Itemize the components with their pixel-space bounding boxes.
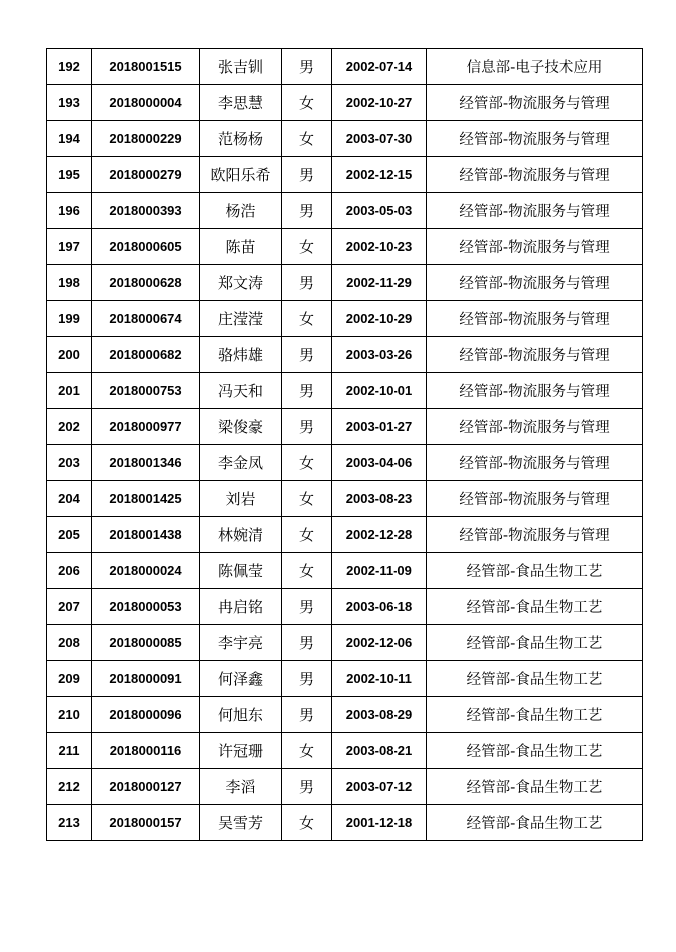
department-major-cell: 经管部-食品生物工艺 bbox=[427, 553, 643, 589]
student-name-cell: 何泽鑫 bbox=[200, 661, 282, 697]
student-id-cell: 2018001515 bbox=[92, 49, 200, 85]
gender-cell: 男 bbox=[282, 769, 332, 805]
student-id-cell: 2018000605 bbox=[92, 229, 200, 265]
department-major-cell: 经管部-物流服务与管理 bbox=[427, 409, 643, 445]
birth-date-cell: 2003-08-29 bbox=[332, 697, 427, 733]
student-name-cell: 梁俊豪 bbox=[200, 409, 282, 445]
birth-date-cell: 2002-07-14 bbox=[332, 49, 427, 85]
birth-date-cell: 2003-01-27 bbox=[332, 409, 427, 445]
student-id-cell: 2018000116 bbox=[92, 733, 200, 769]
row-number-cell: 199 bbox=[47, 301, 92, 337]
row-number-cell: 206 bbox=[47, 553, 92, 589]
birth-date-cell: 2002-10-01 bbox=[332, 373, 427, 409]
table-row bbox=[47, 553, 643, 589]
student-name-cell: 杨浩 bbox=[200, 193, 282, 229]
student-id-cell: 2018001438 bbox=[92, 517, 200, 553]
birth-date-cell: 2002-12-28 bbox=[332, 517, 427, 553]
student-name-cell: 李思慧 bbox=[200, 85, 282, 121]
student-id-cell: 2018000279 bbox=[92, 157, 200, 193]
student-id-cell: 2018000085 bbox=[92, 625, 200, 661]
student-name-cell: 陈佩莹 bbox=[200, 553, 282, 589]
student-id-cell: 2018000157 bbox=[92, 805, 200, 841]
gender-cell: 男 bbox=[282, 265, 332, 301]
gender-cell: 女 bbox=[282, 229, 332, 265]
birth-date-cell: 2003-04-06 bbox=[332, 445, 427, 481]
birth-date-cell: 2003-08-23 bbox=[332, 481, 427, 517]
department-major-cell: 经管部-物流服务与管理 bbox=[427, 121, 643, 157]
department-major-cell: 经管部-物流服务与管理 bbox=[427, 157, 643, 193]
table-row bbox=[47, 85, 643, 121]
student-id-cell: 2018000024 bbox=[92, 553, 200, 589]
gender-cell: 男 bbox=[282, 49, 332, 85]
row-number-cell: 196 bbox=[47, 193, 92, 229]
department-major-cell: 经管部-食品生物工艺 bbox=[427, 589, 643, 625]
table-row bbox=[47, 337, 643, 373]
row-number-cell: 204 bbox=[47, 481, 92, 517]
gender-cell: 女 bbox=[282, 805, 332, 841]
row-number-cell: 208 bbox=[47, 625, 92, 661]
gender-cell: 男 bbox=[282, 337, 332, 373]
row-number-cell: 209 bbox=[47, 661, 92, 697]
student-name-cell: 李滔 bbox=[200, 769, 282, 805]
table-row bbox=[47, 481, 643, 517]
row-number-cell: 200 bbox=[47, 337, 92, 373]
student-name-cell: 欧阳乐希 bbox=[200, 157, 282, 193]
birth-date-cell: 2003-07-12 bbox=[332, 769, 427, 805]
department-major-cell: 经管部-物流服务与管理 bbox=[427, 265, 643, 301]
birth-date-cell: 2002-12-06 bbox=[332, 625, 427, 661]
table-row bbox=[47, 193, 643, 229]
row-number-cell: 205 bbox=[47, 517, 92, 553]
student-name-cell: 吴雪芳 bbox=[200, 805, 282, 841]
birth-date-cell: 2003-05-03 bbox=[332, 193, 427, 229]
row-number-cell: 212 bbox=[47, 769, 92, 805]
table-row bbox=[47, 805, 643, 841]
birth-date-cell: 2002-10-29 bbox=[332, 301, 427, 337]
student-name-cell: 冯天和 bbox=[200, 373, 282, 409]
student-name-cell: 庄滢滢 bbox=[200, 301, 282, 337]
student-id-cell: 2018000096 bbox=[92, 697, 200, 733]
gender-cell: 女 bbox=[282, 445, 332, 481]
gender-cell: 女 bbox=[282, 85, 332, 121]
table-row bbox=[47, 625, 643, 661]
table-row bbox=[47, 301, 643, 337]
row-number-cell: 213 bbox=[47, 805, 92, 841]
row-number-cell: 197 bbox=[47, 229, 92, 265]
row-number-cell: 192 bbox=[47, 49, 92, 85]
gender-cell: 女 bbox=[282, 517, 332, 553]
birth-date-cell: 2002-11-09 bbox=[332, 553, 427, 589]
table-row bbox=[47, 373, 643, 409]
row-number-cell: 198 bbox=[47, 265, 92, 301]
table-row bbox=[47, 409, 643, 445]
row-number-cell: 207 bbox=[47, 589, 92, 625]
department-major-cell: 经管部-物流服务与管理 bbox=[427, 85, 643, 121]
student-name-cell: 何旭东 bbox=[200, 697, 282, 733]
student-id-cell: 2018001346 bbox=[92, 445, 200, 481]
gender-cell: 男 bbox=[282, 193, 332, 229]
table-row bbox=[47, 697, 643, 733]
row-number-cell: 201 bbox=[47, 373, 92, 409]
birth-date-cell: 2003-06-18 bbox=[332, 589, 427, 625]
table-row bbox=[47, 265, 643, 301]
table-row bbox=[47, 49, 643, 85]
student-roster-table bbox=[46, 48, 643, 841]
gender-cell: 女 bbox=[282, 121, 332, 157]
department-major-cell: 经管部-物流服务与管理 bbox=[427, 445, 643, 481]
department-major-cell: 经管部-物流服务与管理 bbox=[427, 517, 643, 553]
birth-date-cell: 2002-11-29 bbox=[332, 265, 427, 301]
department-major-cell: 经管部-物流服务与管理 bbox=[427, 481, 643, 517]
student-id-cell: 2018000091 bbox=[92, 661, 200, 697]
gender-cell: 男 bbox=[282, 625, 332, 661]
gender-cell: 男 bbox=[282, 157, 332, 193]
student-name-cell: 骆炜雄 bbox=[200, 337, 282, 373]
student-name-cell: 张吉钏 bbox=[200, 49, 282, 85]
birth-date-cell: 2003-03-26 bbox=[332, 337, 427, 373]
student-id-cell: 2018000004 bbox=[92, 85, 200, 121]
gender-cell: 男 bbox=[282, 661, 332, 697]
table-row bbox=[47, 445, 643, 481]
student-id-cell: 2018000977 bbox=[92, 409, 200, 445]
student-name-cell: 刘岩 bbox=[200, 481, 282, 517]
table-row bbox=[47, 733, 643, 769]
student-name-cell: 郑文涛 bbox=[200, 265, 282, 301]
birth-date-cell: 2003-08-21 bbox=[332, 733, 427, 769]
student-id-cell: 2018000628 bbox=[92, 265, 200, 301]
department-major-cell: 信息部-电子技术应用 bbox=[427, 49, 643, 85]
gender-cell: 男 bbox=[282, 373, 332, 409]
birth-date-cell: 2002-10-11 bbox=[332, 661, 427, 697]
student-name-cell: 李金凤 bbox=[200, 445, 282, 481]
student-name-cell: 林婉清 bbox=[200, 517, 282, 553]
student-name-cell: 范杨杨 bbox=[200, 121, 282, 157]
birth-date-cell: 2002-10-23 bbox=[332, 229, 427, 265]
birth-date-cell: 2001-12-18 bbox=[332, 805, 427, 841]
department-major-cell: 经管部-物流服务与管理 bbox=[427, 229, 643, 265]
student-id-cell: 2018000229 bbox=[92, 121, 200, 157]
table-row bbox=[47, 121, 643, 157]
student-id-cell: 2018000682 bbox=[92, 337, 200, 373]
row-number-cell: 203 bbox=[47, 445, 92, 481]
student-name-cell: 陈苗 bbox=[200, 229, 282, 265]
table-row bbox=[47, 769, 643, 805]
row-number-cell: 194 bbox=[47, 121, 92, 157]
table-row bbox=[47, 589, 643, 625]
row-number-cell: 211 bbox=[47, 733, 92, 769]
gender-cell: 女 bbox=[282, 733, 332, 769]
row-number-cell: 210 bbox=[47, 697, 92, 733]
department-major-cell: 经管部-食品生物工艺 bbox=[427, 625, 643, 661]
student-id-cell: 2018000753 bbox=[92, 373, 200, 409]
student-name-cell: 李宇亮 bbox=[200, 625, 282, 661]
table-row bbox=[47, 157, 643, 193]
department-major-cell: 经管部-物流服务与管理 bbox=[427, 193, 643, 229]
department-major-cell: 经管部-食品生物工艺 bbox=[427, 697, 643, 733]
student-name-cell: 冉启铭 bbox=[200, 589, 282, 625]
student-id-cell: 2018000053 bbox=[92, 589, 200, 625]
department-major-cell: 经管部-物流服务与管理 bbox=[427, 337, 643, 373]
birth-date-cell: 2003-07-30 bbox=[332, 121, 427, 157]
gender-cell: 女 bbox=[282, 301, 332, 337]
student-id-cell: 2018000393 bbox=[92, 193, 200, 229]
row-number-cell: 193 bbox=[47, 85, 92, 121]
student-id-cell: 2018000127 bbox=[92, 769, 200, 805]
department-major-cell: 经管部-物流服务与管理 bbox=[427, 301, 643, 337]
gender-cell: 男 bbox=[282, 589, 332, 625]
table-row bbox=[47, 661, 643, 697]
row-number-cell: 195 bbox=[47, 157, 92, 193]
birth-date-cell: 2002-12-15 bbox=[332, 157, 427, 193]
department-major-cell: 经管部-食品生物工艺 bbox=[427, 733, 643, 769]
department-major-cell: 经管部-物流服务与管理 bbox=[427, 373, 643, 409]
birth-date-cell: 2002-10-27 bbox=[332, 85, 427, 121]
table-row bbox=[47, 517, 643, 553]
row-number-cell: 202 bbox=[47, 409, 92, 445]
department-major-cell: 经管部-食品生物工艺 bbox=[427, 805, 643, 841]
student-id-cell: 2018001425 bbox=[92, 481, 200, 517]
roster-body bbox=[47, 49, 643, 841]
student-id-cell: 2018000674 bbox=[92, 301, 200, 337]
department-major-cell: 经管部-食品生物工艺 bbox=[427, 661, 643, 697]
gender-cell: 女 bbox=[282, 481, 332, 517]
gender-cell: 男 bbox=[282, 697, 332, 733]
gender-cell: 女 bbox=[282, 553, 332, 589]
student-name-cell: 许冠珊 bbox=[200, 733, 282, 769]
gender-cell: 男 bbox=[282, 409, 332, 445]
department-major-cell: 经管部-食品生物工艺 bbox=[427, 769, 643, 805]
table-row bbox=[47, 229, 643, 265]
